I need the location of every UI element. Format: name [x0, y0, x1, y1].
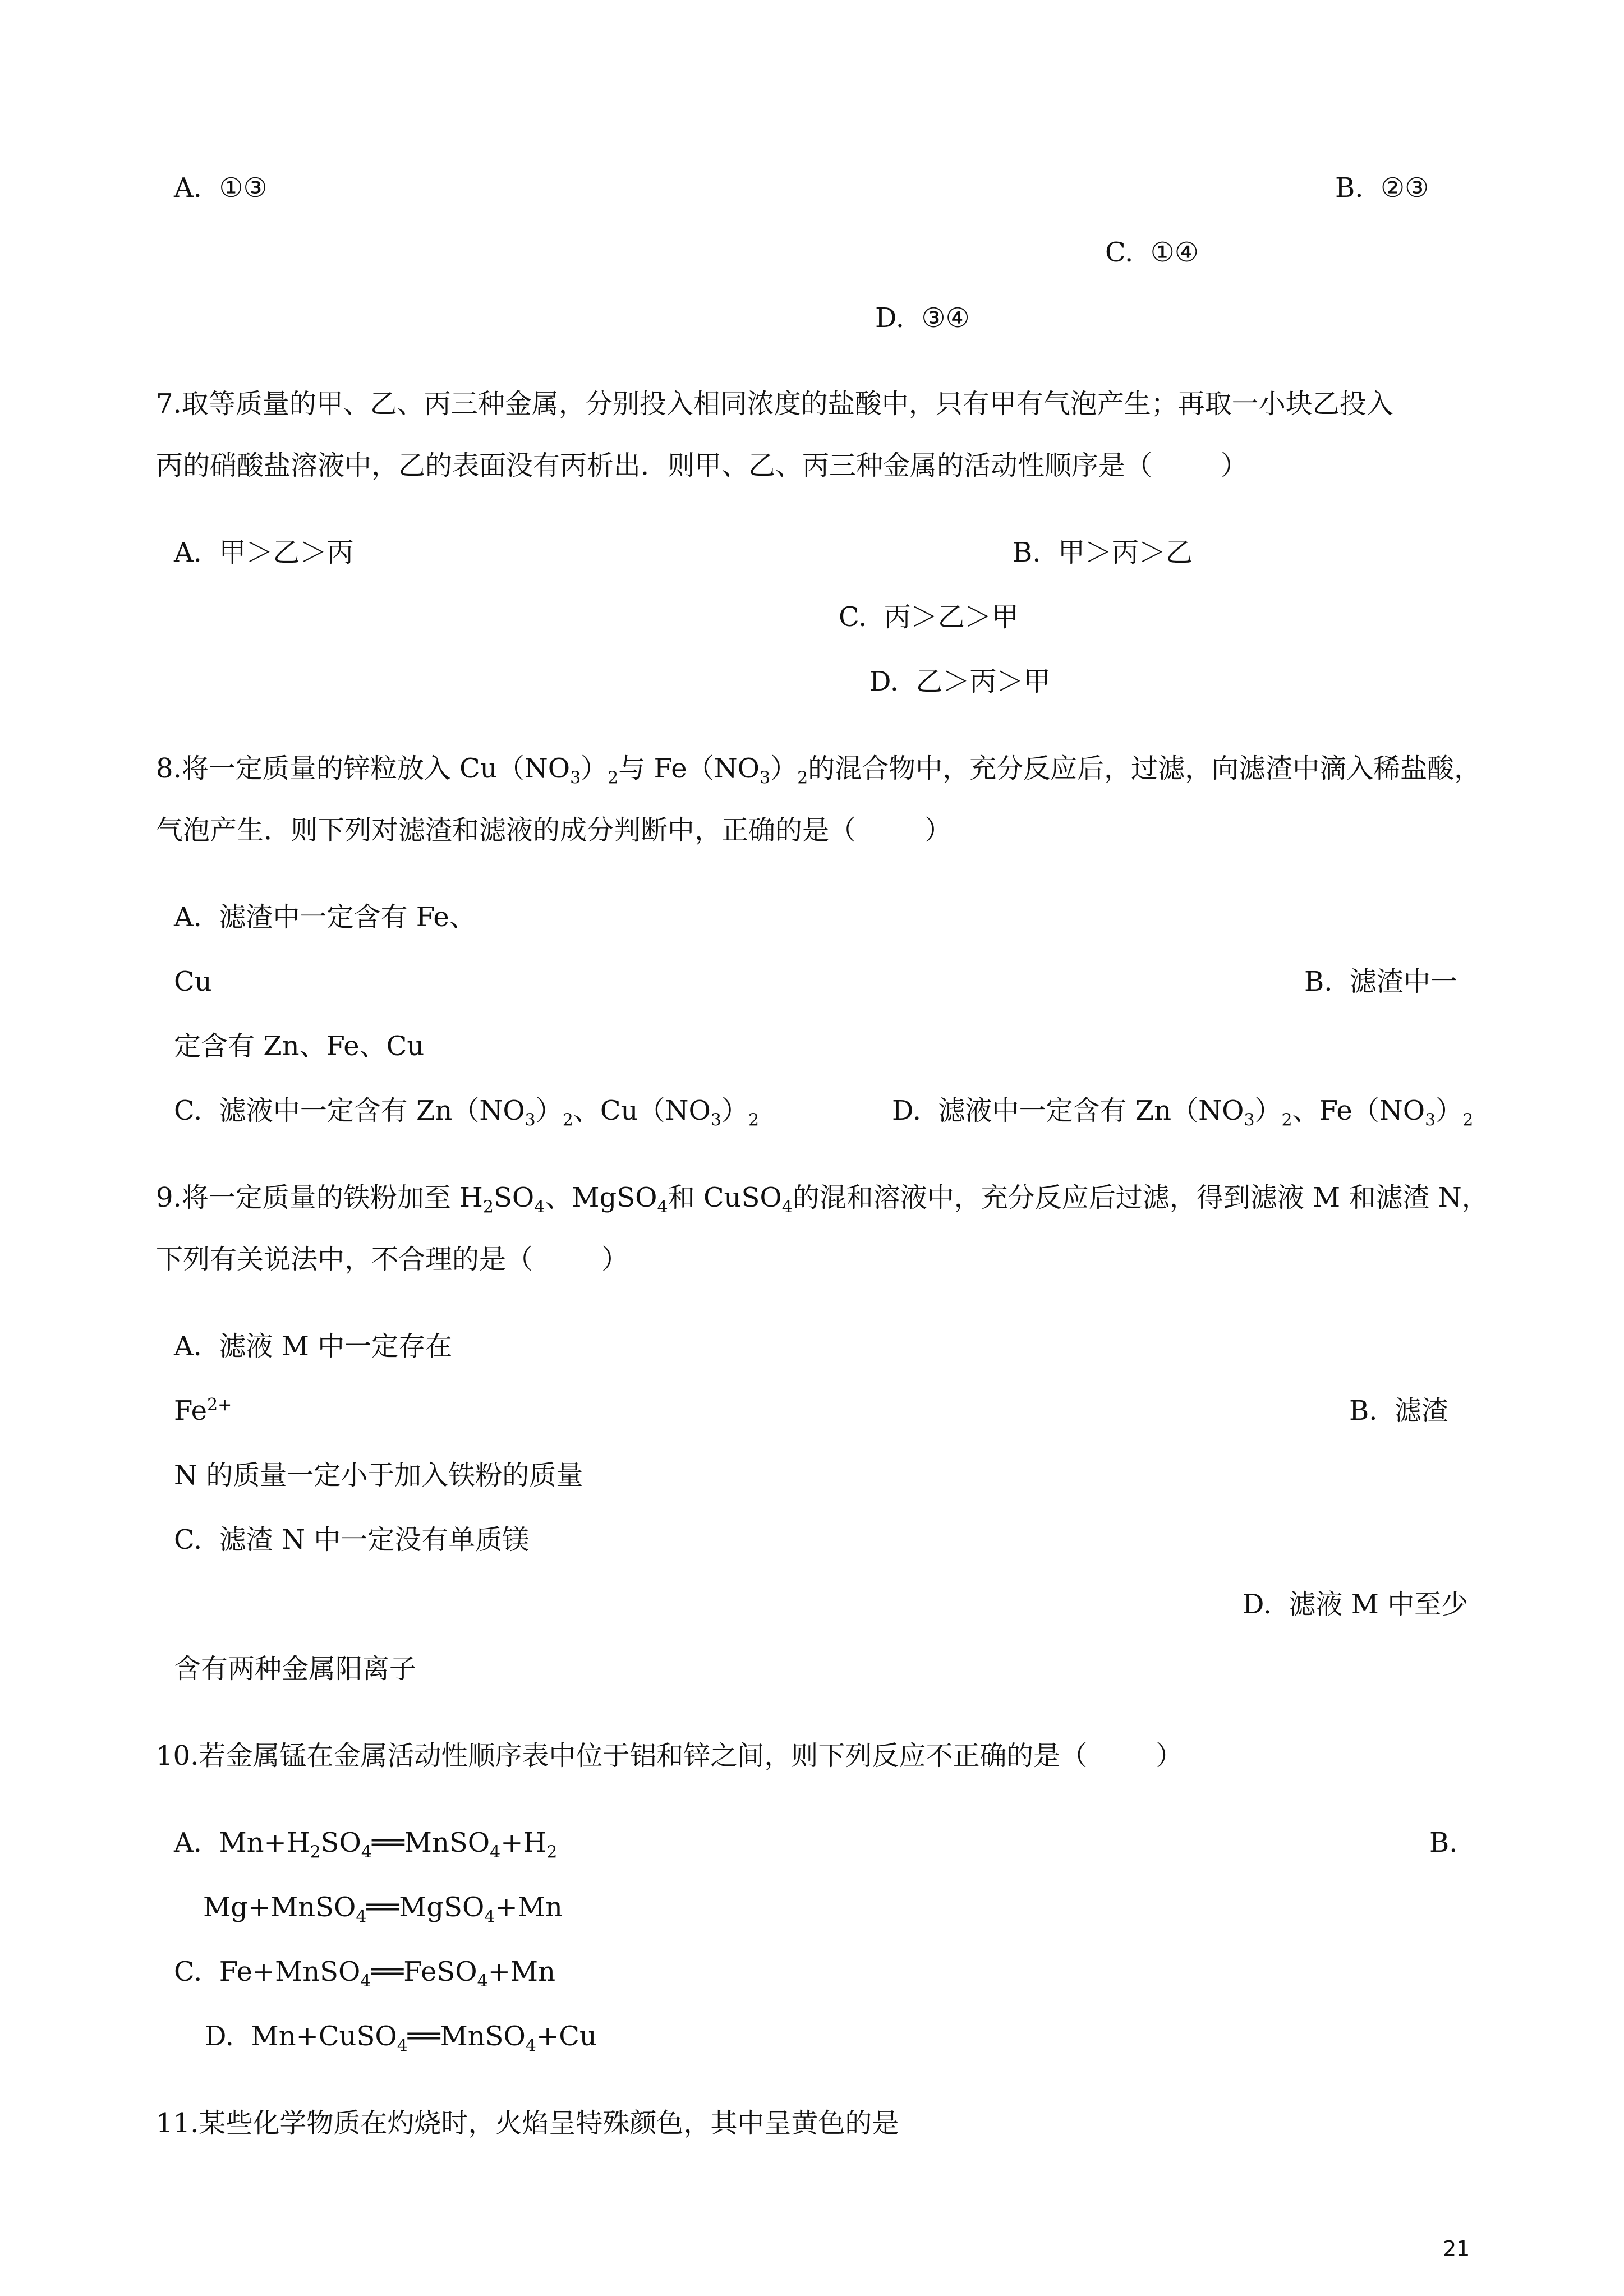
q9-option-d: D. 滤液 M 中至少: [1243, 1589, 1469, 1620]
q8-option-a: A. 滤渣中一定含有 Fe、: [174, 901, 476, 933]
q8-option-d: D. 滤液中一定含有 $Zn(NO_3)_2$、$Fe(NO_3)_2$: [892, 1095, 1474, 1130]
page-number: 21: [1443, 2237, 1470, 2261]
q6-option-c: C. ①④: [1105, 237, 1199, 268]
q7-option-b: B. 甲＞丙＞乙: [1013, 537, 1193, 568]
q7-option-c: C. 丙＞乙＞甲: [839, 601, 1019, 633]
q8-stem-line1: 8.将一定质量的锌粒放入 $Cu(NO_3)_2$与 $Fe(NO_3)_2$的混合物中，充分反应后，过滤，向滤渣中滴入稀盐酸，: [156, 753, 1482, 788]
q11-stem: 11.某些化学物质在灼烧时，火焰呈特殊颜色，其中呈黄色的是: [156, 2108, 899, 2139]
q9-option-a: A. 滤液 M 中一定存在: [174, 1331, 453, 1362]
q6-option-a: A. ①③: [174, 172, 268, 204]
q8-option-a-cont: Cu: [174, 966, 212, 997]
q8-stem-line2: 气泡产生．则下列对滤渣和滤液的成分判断中，正确的是（ ）: [156, 815, 952, 846]
q9-stem-line2: 下列有关说法中，不合理的是（ ）: [156, 1244, 629, 1275]
q7-option-a: A. 甲＞乙＞丙: [174, 537, 354, 568]
q9-option-b: B. 滤渣: [1349, 1395, 1449, 1427]
q8-option-b: B. 滤渣中一: [1304, 966, 1458, 997]
q6-option-b: B. ②③: [1335, 172, 1429, 204]
q10-option-c: C. Fe+MnSO$_4$══FeSO$_4$+Mn: [174, 1956, 555, 1991]
q10-option-b: B.: [1429, 1827, 1458, 1858]
q10-option-d: D. Mn+CuSO$_4$══MnSO$_4$+Cu: [205, 2021, 597, 2056]
q6-option-d: D. ③④: [875, 302, 970, 334]
q9-option-d-cont: 含有两种金属阳离子: [174, 1653, 417, 1685]
q8-option-c: C. 滤液中一定含有 $Zn(NO_3)_2$、$Cu(NO_3)_2$: [174, 1095, 760, 1130]
q8-option-b-cont: 定含有 Zn、Fe、Cu: [174, 1030, 425, 1062]
q7-option-d: D. 乙＞丙＞甲: [869, 666, 1051, 697]
q10-option-b-cont: Mg+MnSO$_4$══MgSO$_4$+Mn: [203, 1892, 563, 1927]
q9-stem-line1: 9.将一定质量的铁粉加至 $H_2SO_4$、MgSO$_4$和 CuSO$_4$的混和溶液中，充分反应后过滤，得到滤液 M 和滤渣 N，: [156, 1182, 1489, 1217]
q9-option-b-cont: N 的质量一定小于加入铁粉的质量: [174, 1460, 583, 1491]
q9-option-a-cont: $Fe^{2+}$: [174, 1395, 232, 1427]
q7-stem-line2: 丙的硝酸盐溶液中，乙的表面没有丙析出．则甲、乙、丙三种金属的活动性顺序是（ ）: [156, 450, 1248, 481]
q7-stem-line1: 7.取等质量的甲、乙、丙三种金属，分别投入相同浓度的盐酸中，只有甲有气泡产生；再取一小块乙投入: [156, 388, 1393, 420]
q9-option-c: C. 滤渣 N 中一定没有单质镁: [174, 1524, 530, 1556]
q10-option-a: A. $Mn+H_2SO_4══MnSO_4+H_2$: [174, 1827, 558, 1862]
q10-stem: 10.若金属锰在金属活动性顺序表中位于铝和锌之间，则下列反应不正确的是（ ）: [156, 1740, 1183, 1772]
